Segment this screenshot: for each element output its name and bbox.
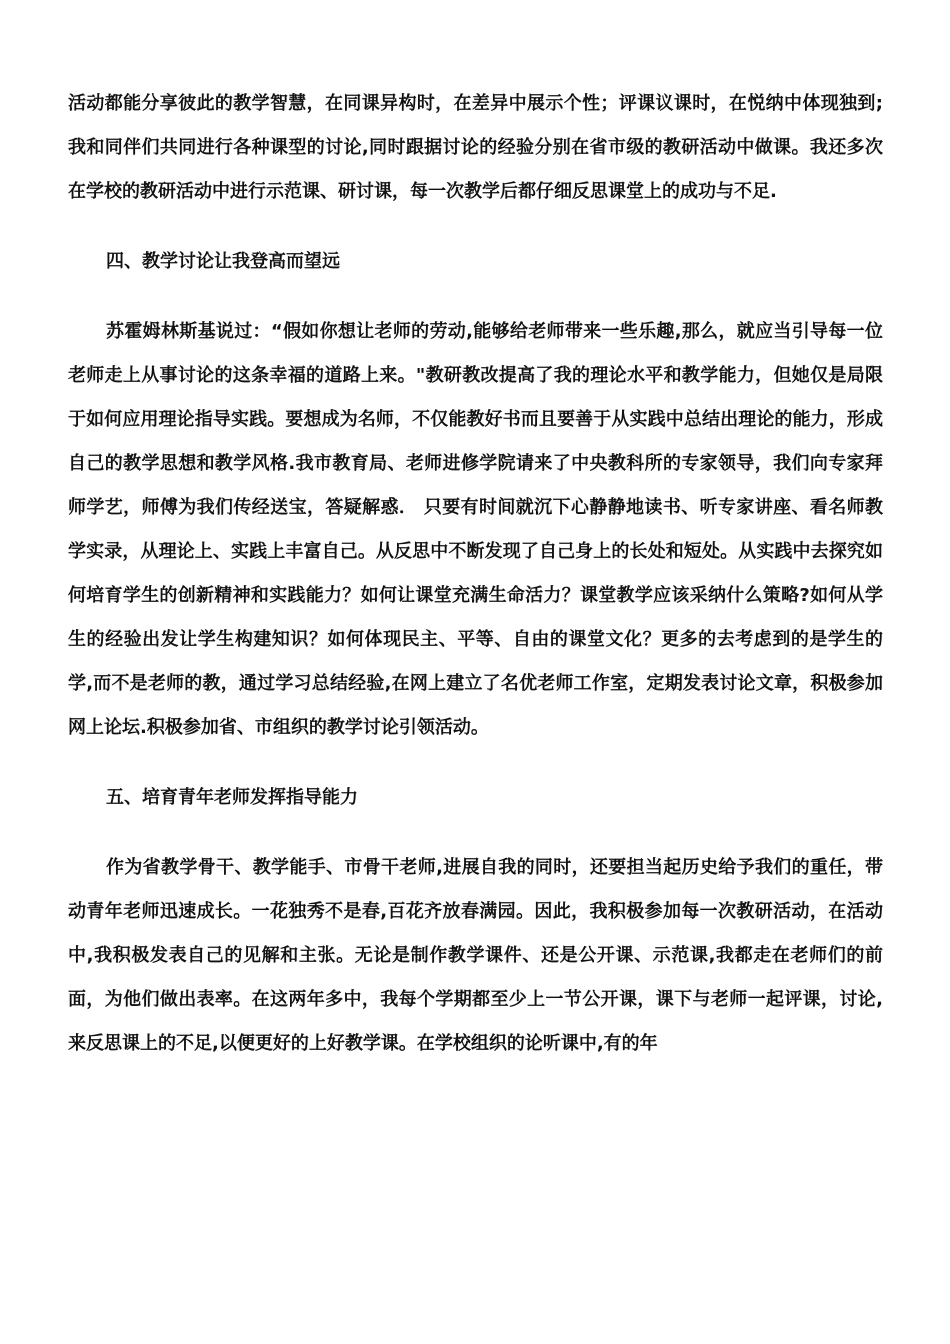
paragraph-gap — [68, 284, 883, 310]
paragraph-gap — [68, 820, 883, 846]
paragraph-intro: 活动都能分享彼此的教学智慧，在同课异构时，在差异中展示个性；评课议课时，在悦纳中体现独到;我和同伴们共同进行各种课型的讨论,同时跟据讨论的经验分别在省市级的教研活动中做课。我还多次在学校的教研活动中进行示范课、研讨课，每一次教学后都仔细反思课堂上的成功与不足. — [68, 93, 883, 202]
paragraph-gap — [68, 750, 883, 776]
document-page — [68, 82, 883, 1066]
paragraph-section-4: 苏霍姆林斯基说过：“假如你想让老师的劳动,能够给老师带来一些乐趣,那么，就应当引导每一位老师走上从事讨论的这条幸福的道路上来。"教研教改提高了我的理论水平和教学能力，但她仅是局限于如何应用理论指导实践。要想成为名师，不仅能教好书而且要善于从实践中总结出理论的能力，形成自己的教学思想和教学风格.我市教育局、老师进修学院请来了中央教科所的专家领导，我们向专家拜师学艺，师傅为我们传经送宝，答疑解惑． 只要有时间就沉下心静静地读书、听专家讲座、看名师教学实录，从理论上、实践上丰富自己。从反思中不断发现了自己身上的长处和短处。从实践中去探究如何培育学生的创新精神和实践能力？如何让课堂充满生命活力？课堂教学应该采纳什么策略?如何从学生的经验出发让学生构建知识？如何体现民主、平等、自由的课堂文化？更多的去考虑到的是学生的学,而不是老师的教，通过学习总结经验,在网上建立了名优老师工作室，定期发表讨论文章，积极参加网上论坛.积极参加省、市组织的教学讨论引领活动。 — [68, 321, 883, 738]
paragraph-gap — [68, 214, 883, 240]
paragraph-section-5: 作为省教学骨干、教学能手、市骨干老师,进展自我的同时，还要担当起历史给予我们的重任，带动青年老师迅速成长。一花独秀不是春,百花齐放春满园。因此，我积极参加每一次教研活动，在活动中,我积极发表自己的见解和主张。无论是制作教学课件、还是公开课、示范课,我都走在老师们的前面，为他们做出表率。在这两年多中，我每个学期都至少上一节公开课，课下与老师一起评课，讨论,来反思课上的不足,以便更好的上好教学课。在学校组织的论听课中,有的年 — [68, 857, 883, 1054]
section-heading-4: 四、教学讨论让我登高而望远 — [106, 251, 340, 272]
section-heading-5: 五、培育青年老师发挥指导能力 — [106, 787, 358, 808]
